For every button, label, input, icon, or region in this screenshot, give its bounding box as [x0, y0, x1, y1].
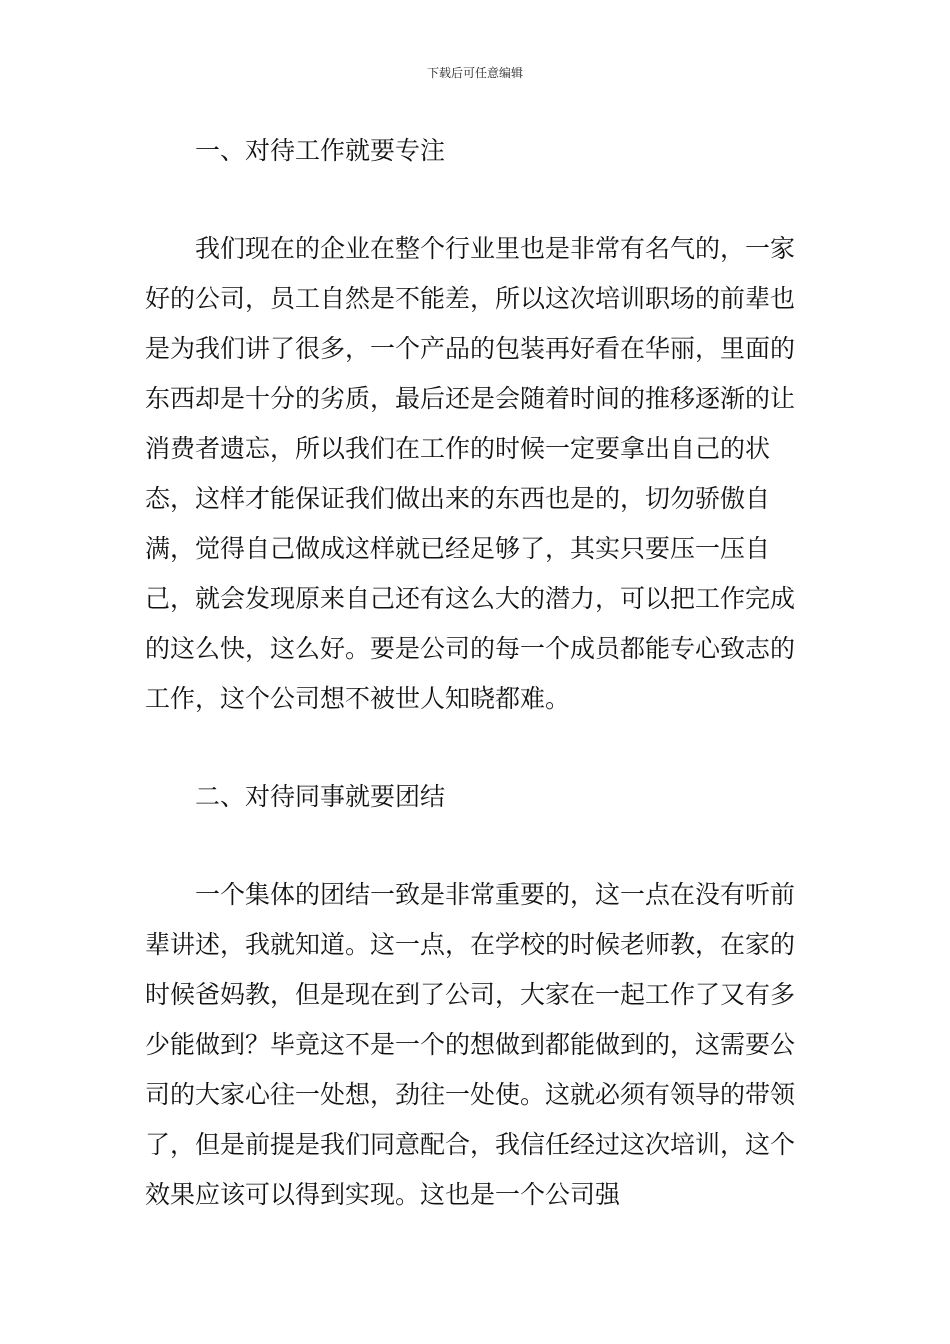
- spacer: [145, 176, 815, 224]
- document-body: [145, 126, 815, 1220]
- page-header: 下载后可任意编辑: [426, 66, 523, 80]
- spacer: [145, 724, 815, 772]
- section-heading-work-focus: 一、对待工作就要专注: [195, 136, 446, 165]
- section-heading-colleague-unity: 二、对待同事就要团结: [195, 782, 446, 811]
- section-paragraph-colleague-unity: 一个集体的团结一致是非常重要的，这一点在没有听前辈讲述，我就知道。这一点，在学校的时候老师教，在家的时候爸妈教，但是现在到了公司，大家在一起工作了又有多少能做到？毕竟这不是一个的想做到都能做到的，这需要公司的大家心往一处想，劲往一处使。这就必须有领导的带领了，但是前提是我们同意配合，我信任经过这次培训，这个效果应该可以得到实现。这也是一个公司强: [145, 880, 796, 1209]
- section-paragraph-work-focus: 我们现在的企业在整个行业里也是非常有名气的，一家好的公司，员工自然是不能差，所以这次培训职场的前辈也是为我们讲了很多，一个产品的包装再好看在华丽，里面的东西却是十分的劣质，最后还是会随着时间的推移逐渐的让消费者遗忘，所以我们在工作的时候一定要拿出自己的状态，这样才能保证我们做出来的东西也是的，切勿骄傲自满，觉得自己做成这样就已经足够了，其实只要压一压自己，就会发现原来自己还有这么大的潜力，可以把工作完成的这么快，这么好。要是公司的每一个成员都能专心致志的工作，这个公司想不被世人知晓都难。: [145, 234, 796, 713]
- spacer: [145, 822, 815, 870]
